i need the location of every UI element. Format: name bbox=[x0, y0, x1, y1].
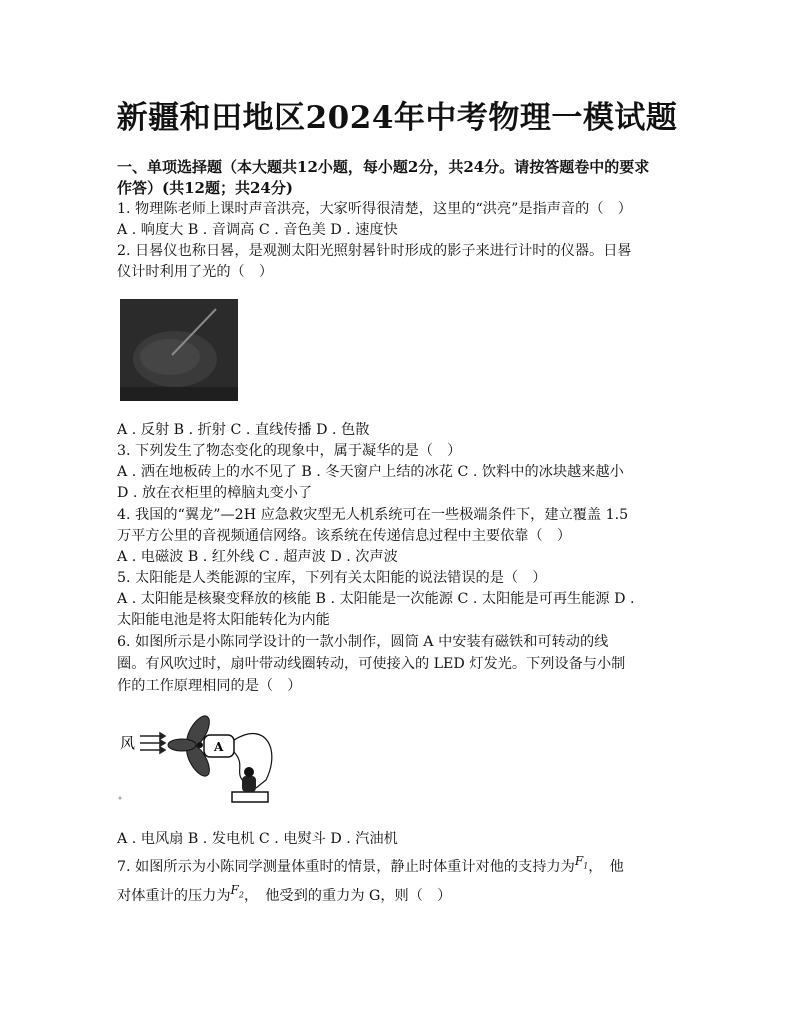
q3-options-line1: A . 洒在地板砖上的水不见了 B . 冬天窗户上结的冰花 C . 饮料中的冰块越来越小 bbox=[117, 464, 624, 480]
q5-options-line2: 太阳能电池是将太阳能转化为内能 bbox=[117, 612, 330, 628]
q1-stem: 1. 物理陈老师上课时声音洪亮，大家听得很清楚，这里的“洪亮”是指声音的（ ） bbox=[117, 201, 632, 217]
q5-options-line1: A . 太阳能是核聚变释放的核能 B . 太阳能是一次能源 C . 太阳能是可再生能源 D . bbox=[117, 591, 635, 607]
q2-stem-line1: 2. 日晷仪也称日晷，是观测太阳光照射晷针时形成的影子来进行计时的仪器。日晷 bbox=[117, 243, 632, 259]
q4-options: A . 电磁波 B . 红外线 C . 超声波 D . 次声波 bbox=[117, 549, 398, 565]
q6-options: A . 电风扇 B . 发电机 C . 电熨斗 D . 汽油机 bbox=[117, 831, 398, 847]
q6-stem-line2: 圈。有风吹过时，扇叶带动线圈转动，可使接入的 LED 灯发光。下列设备与小制 bbox=[117, 656, 626, 672]
q6-stem-line1: 6. 如图所示是小陈同学设计的一款小制作，圆筒 A 中安装有磁铁和可转动的线 bbox=[117, 634, 609, 650]
q3-options-line2: D . 放在衣柜里的樟脑丸变小了 bbox=[117, 485, 313, 501]
q3-stem: 3. 下列发生了物态变化的现象中，属于凝华的是（ ） bbox=[117, 443, 462, 459]
f1-formula: F1 bbox=[574, 854, 589, 871]
section-heading-line2: 作答）(共12题；共24分) bbox=[117, 179, 293, 197]
sundial-photo bbox=[120, 299, 238, 401]
q4-stem-line1: 4. 我国的“翼龙”—2H 应急救灾型无人机系统可在一些极端条件下，建立覆盖 1.5 bbox=[117, 507, 629, 523]
f2-formula: F2 bbox=[230, 883, 244, 900]
q5-stem: 5. 太阳能是人类能源的宝库，下列有关太阳能的说法错误的是（ ） bbox=[117, 570, 547, 586]
q6-stem-line3: 作的工作原理相同的是（ ） bbox=[117, 678, 302, 694]
q1-options: A . 响度大 B . 音调高 C . 音色美 D . 速度快 bbox=[117, 222, 398, 238]
q2-stem-line2: 仪计时利用了光的（ ） bbox=[117, 264, 274, 280]
q7-stem-line1: 7. 如图所示为小陈同学测量体重时的情景，静止时体重计对他的支持力为$^{F_1}$， 他 bbox=[117, 854, 624, 875]
page-title: 新疆和田地区2024年中考物理一模试题 bbox=[116, 100, 678, 136]
wind-label: 风 bbox=[120, 734, 136, 752]
q7-stem-line2: 对体重计的压力为$^{F_2}$， 他受到的重力为 G，则（ ） bbox=[117, 883, 452, 904]
wind-generator-figure bbox=[116, 710, 296, 814]
section-heading-line1: 一、单项选择题（本大题共12小题，每小题2分，共24分。请按答题卷中的要求 bbox=[117, 158, 650, 176]
q2-options: A . 反射 B . 折射 C . 直线传播 D . 色散 bbox=[117, 422, 370, 438]
cylinder-a-label: A bbox=[214, 740, 224, 754]
q4-stem-line2: 万平方公里的音视频通信网络。该系统在传递信息过程中主要依靠（ ） bbox=[117, 528, 572, 544]
